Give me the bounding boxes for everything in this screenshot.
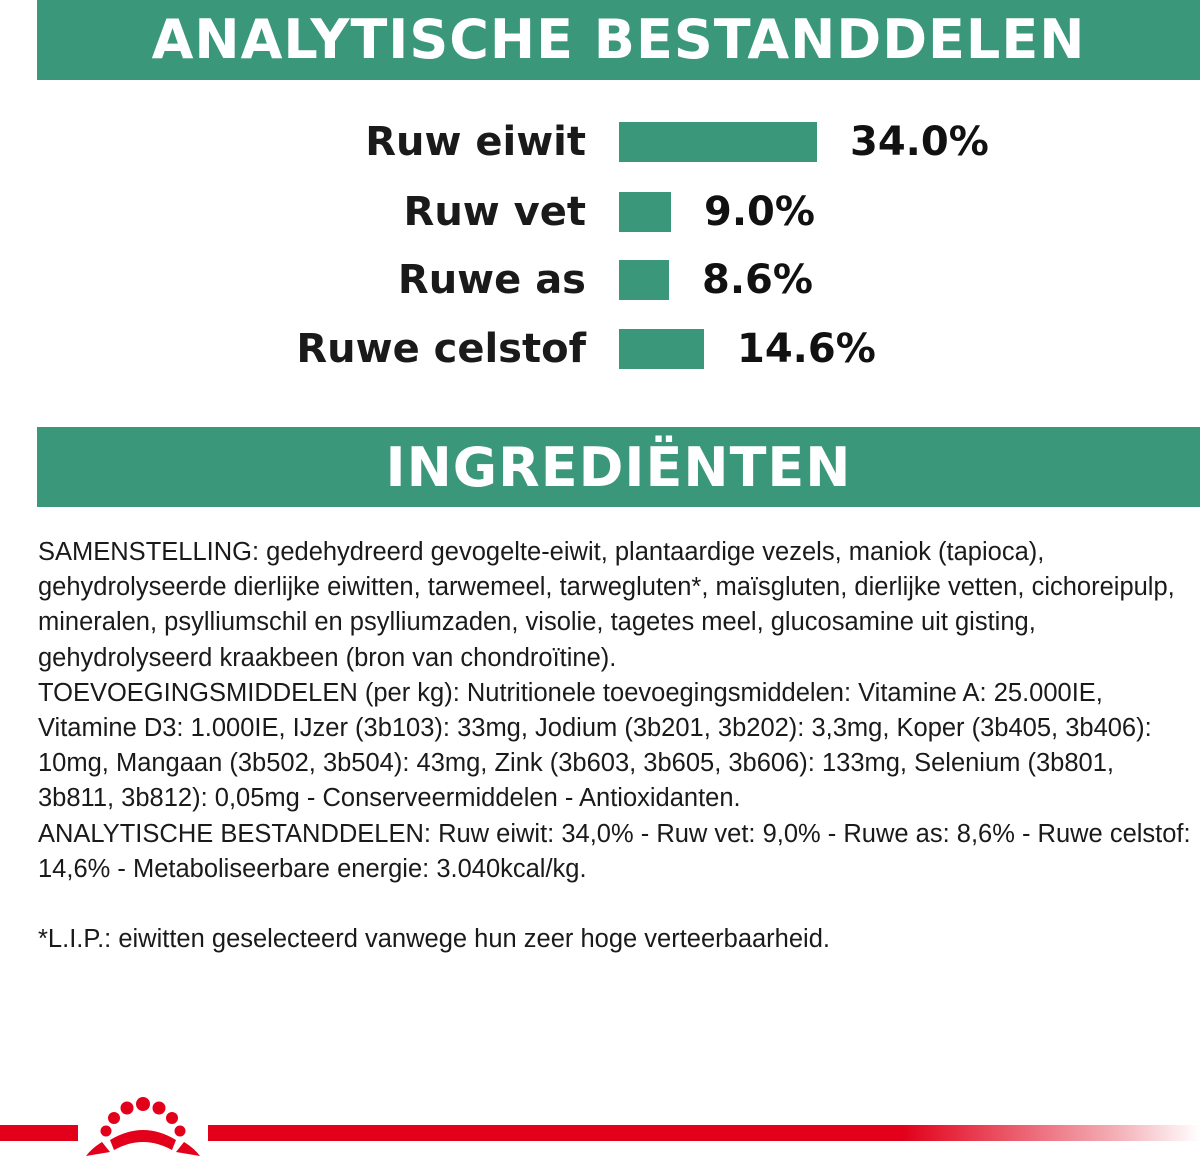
nutrient-label: Ruw vet (403, 189, 586, 235)
footer-line-left (0, 1125, 78, 1141)
nutrient-label: Ruwe celstof (296, 326, 586, 372)
nutrient-row (0, 187, 1200, 237)
nutrient-value: 14.6% (737, 326, 876, 372)
nutrient-row (0, 324, 1200, 374)
nutrient-label: Ruw eiwit (365, 119, 586, 165)
footnote: *L.I.P.: eiwitten geselecteerd vanwege hun zeer hoge verteerbaarheid. (38, 925, 830, 954)
analytics-banner: ANALYTISCHE BESTANDDELEN (37, 0, 1200, 80)
nutrient-bar (619, 122, 817, 162)
royal-canin-crown-icon (80, 1090, 206, 1162)
footer-line-right (208, 1125, 1200, 1141)
nutrient-bar (619, 260, 669, 300)
composition-paragraph: SAMENSTELLING: gedehydreerd gevogelte-eiwit, plantaardige vezels, maniok (tapioca), gehydrolyseerde dierlijke eiwitten, tarwemeel, tarwegluten*, maïsgluten, dierlijke vetten, cichoreipulp, mineralen, psylliumschil en psylliumzaden, visolie, tagetes meel, glucosamine uit gisting, gehydrolyseerd kraakbeen (bron van chondroïtine). (38, 538, 1175, 672)
analytical-paragraph: ANALYTISCHE BESTANDDELEN: Ruw eiwit: 34,0% - Ruw vet: 9,0% - Ruwe as: 8,6% - Ruwe celstof: 14,6% - Metaboliseerbare energie: 3.040kcal/kg. (38, 819, 1191, 883)
nutrient-bar (619, 329, 704, 369)
nutrient-value: 34.0% (850, 119, 989, 165)
additives-paragraph: TOEVOEGINGSMIDDELEN (per kg): Nutritionele toevoegingsmiddelen: Vitamine A: 25.000IE, Vitamine D3: 1.000IE, IJzer (3b103): 33mg, Jodium (3b201, 3b202): 3,3mg, Koper (3b405, 3b406): 10mg, Mangaan (3b502, 3b504): 43mg, Zink (3b603, 3b605, 3b606): 133mg, Selenium (3b801, 3b811, 3b812): 0,05mg - Conserveermiddelen - Antioxidanten. (38, 678, 1152, 813)
nutrient-bar (619, 192, 671, 232)
nutrient-value: 9.0% (704, 189, 815, 235)
ingredients-text (38, 535, 1196, 957)
nutrient-value: 8.6% (702, 257, 813, 303)
nutrient-row (0, 255, 1200, 305)
ingredients-banner: INGREDIËNTEN (37, 427, 1200, 507)
nutrient-label: Ruwe as (397, 257, 586, 303)
nutrient-row (0, 117, 1200, 167)
